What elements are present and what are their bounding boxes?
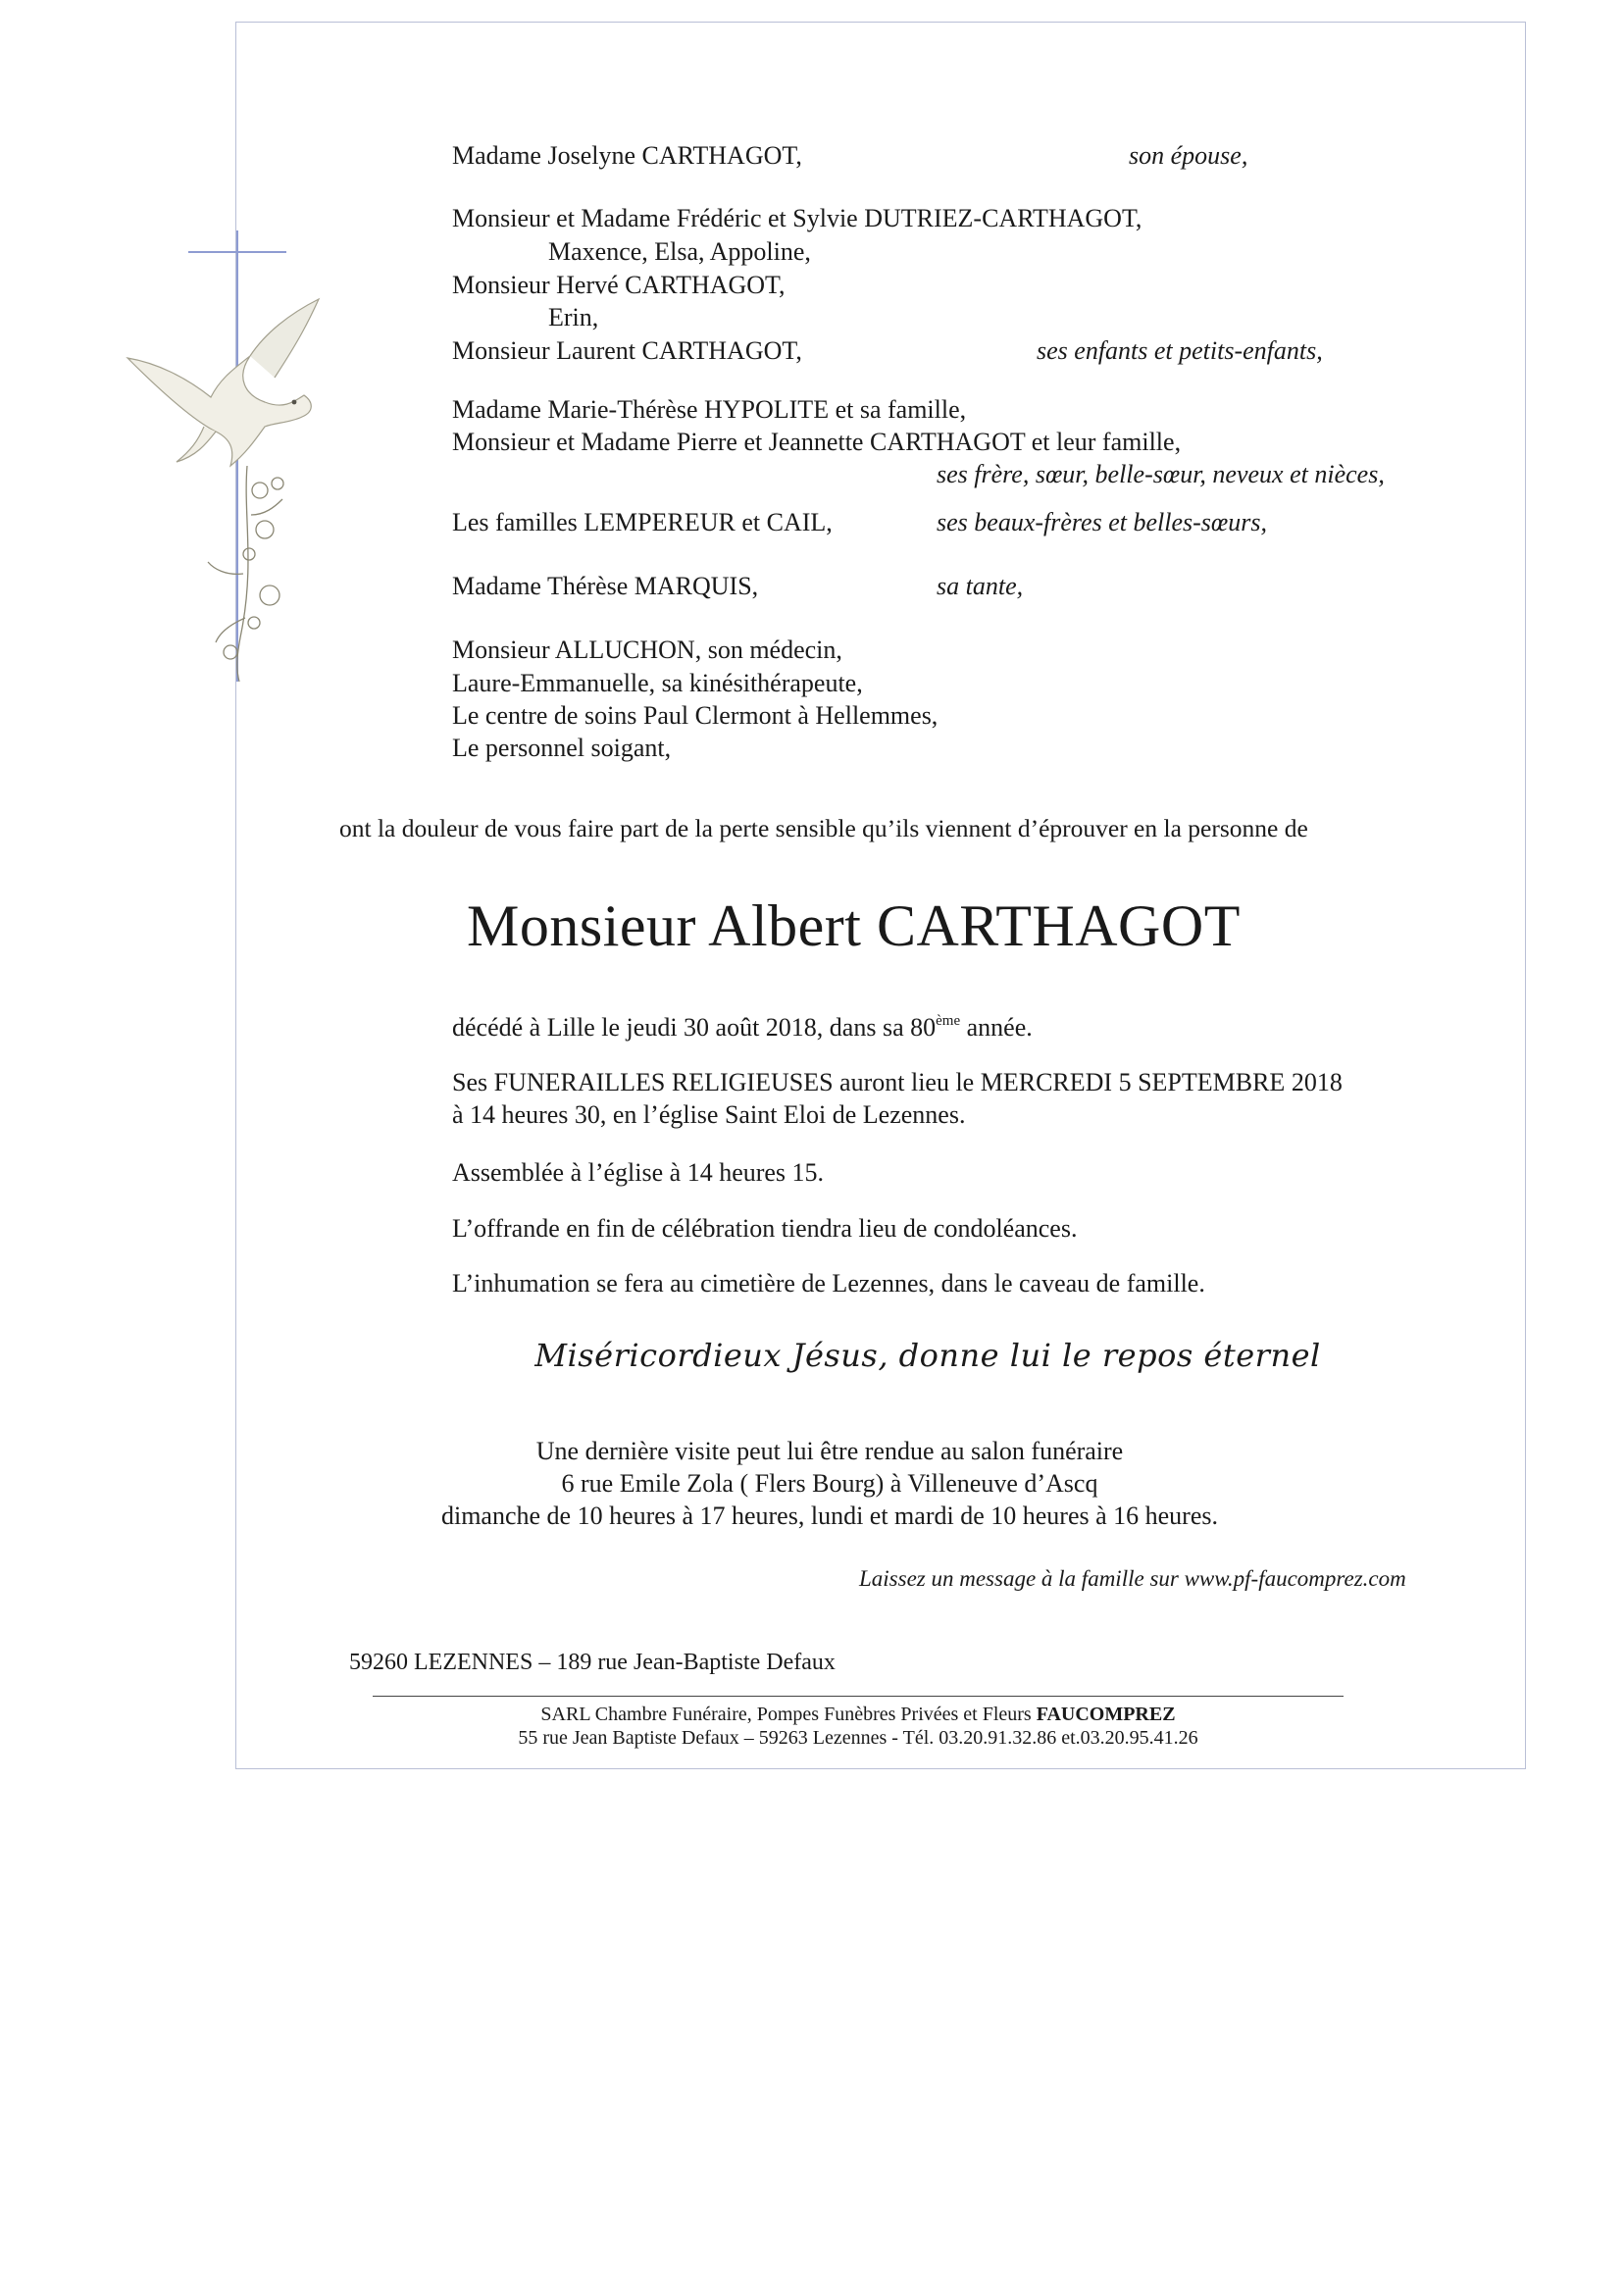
family-name: Monsieur Laurent CARTHAGOT, (452, 336, 802, 365)
family-name: Le personnel soigant, (452, 734, 672, 762)
family-name: Maxence, Elsa, Appoline, (548, 237, 811, 266)
flower-sprig-icon (208, 466, 283, 682)
cross-dove-decoration (118, 230, 373, 682)
offering-info: L’offrande en fin de célébration tiendra lieu de condoléances. (452, 1214, 1078, 1243)
family-name: Madame Thérèse MARQUIS, (452, 572, 759, 600)
family-name: Le centre de soins Paul Clermont à Hellemmes, (452, 701, 939, 730)
assembly-info: Assemblée à l’église à 14 heures 15. (452, 1158, 825, 1187)
family-name: Monsieur Hervé CARTHAGOT, (452, 271, 786, 299)
family-name: Madame Marie-Thérèse HYPOLITE et sa famille, (452, 395, 967, 424)
address-line: 59260 LEZENNES – 189 rue Jean-Baptiste Defaux (349, 1650, 836, 1675)
deceased-name: Monsieur Albert CARTHAGOT (467, 893, 1241, 958)
family-relation: ses enfants et petits-enfants, (1037, 336, 1323, 365)
footer-divider (373, 1696, 1344, 1697)
dove-icon (127, 299, 319, 466)
family-name: Erin, (548, 303, 599, 331)
family-relation: sa tante, (937, 572, 1024, 600)
burial-info: L’inhumation se fera au cimetière de Lezennes, dans le caveau de famille. (452, 1269, 1205, 1298)
family-name: Les familles LEMPEREUR et CAIL, (452, 508, 833, 536)
family-relation: ses frère, sœur, belle-sœur, neveux et nièces, (937, 460, 1385, 488)
family-relation: son épouse, (1129, 141, 1248, 170)
family-name: Monsieur et Madame Frédéric et Sylvie DUTRIEZ-CARTHAGOT, (452, 204, 1142, 232)
visit-info: Une dernière visite peut lui être rendue au salon funéraire (535, 1437, 1124, 1465)
prayer-text: Miséricordieux Jésus, donne lui le repos éternel (534, 1337, 1321, 1374)
death-info: décédé à Lille le jeudi 30 août 2018, dans sa 80ème année. (452, 1013, 1033, 1042)
family-name: Laure-Emmanuelle, sa kinésithérapeute, (452, 669, 863, 697)
funeral-info: Ses FUNERAILLES RELIGIEUSES auront lieu le MERCREDI 5 SEPTEMBRE 2018 (452, 1068, 1343, 1096)
family-relation: ses beaux-frères et belles-sœurs, (937, 508, 1267, 536)
company-info: SARL Chambre Funéraire, Pompes Funèbres Privées et Fleurs FAUCOMPREZ (540, 1704, 1176, 1725)
family-name: Monsieur ALLUCHON, son médecin, (452, 636, 842, 664)
funeral-info: à 14 heures 30, en l’église Saint Eloi de Lezennes. (452, 1100, 966, 1129)
web-message: Laissez un message à la famille sur www.pf-faucomprez.com (859, 1566, 1406, 1591)
family-name: Madame Joselyne CARTHAGOT, (452, 141, 802, 170)
announcement-text: ont la douleur de vous faire part de la perte sensible qu’ils viennent d’éprouver en la personne de (339, 814, 1308, 842)
visit-info: 6 rue Emile Zola ( Flers Bourg) à Villeneuve d’Ascq (561, 1469, 1098, 1498)
company-brand: FAUCOMPREZ (1036, 1704, 1176, 1725)
visit-info: dimanche de 10 heures à 17 heures, lundi et mardi de 10 heures à 16 heures. (440, 1502, 1218, 1530)
company-contact: 55 rue Jean Baptiste Defaux – 59263 Lezennes - Tél. 03.20.91.32.86 et.03.20.95.41.26 (518, 1727, 1198, 1749)
family-name: Monsieur et Madame Pierre et Jeannette CARTHAGOT et leur famille, (452, 428, 1182, 456)
